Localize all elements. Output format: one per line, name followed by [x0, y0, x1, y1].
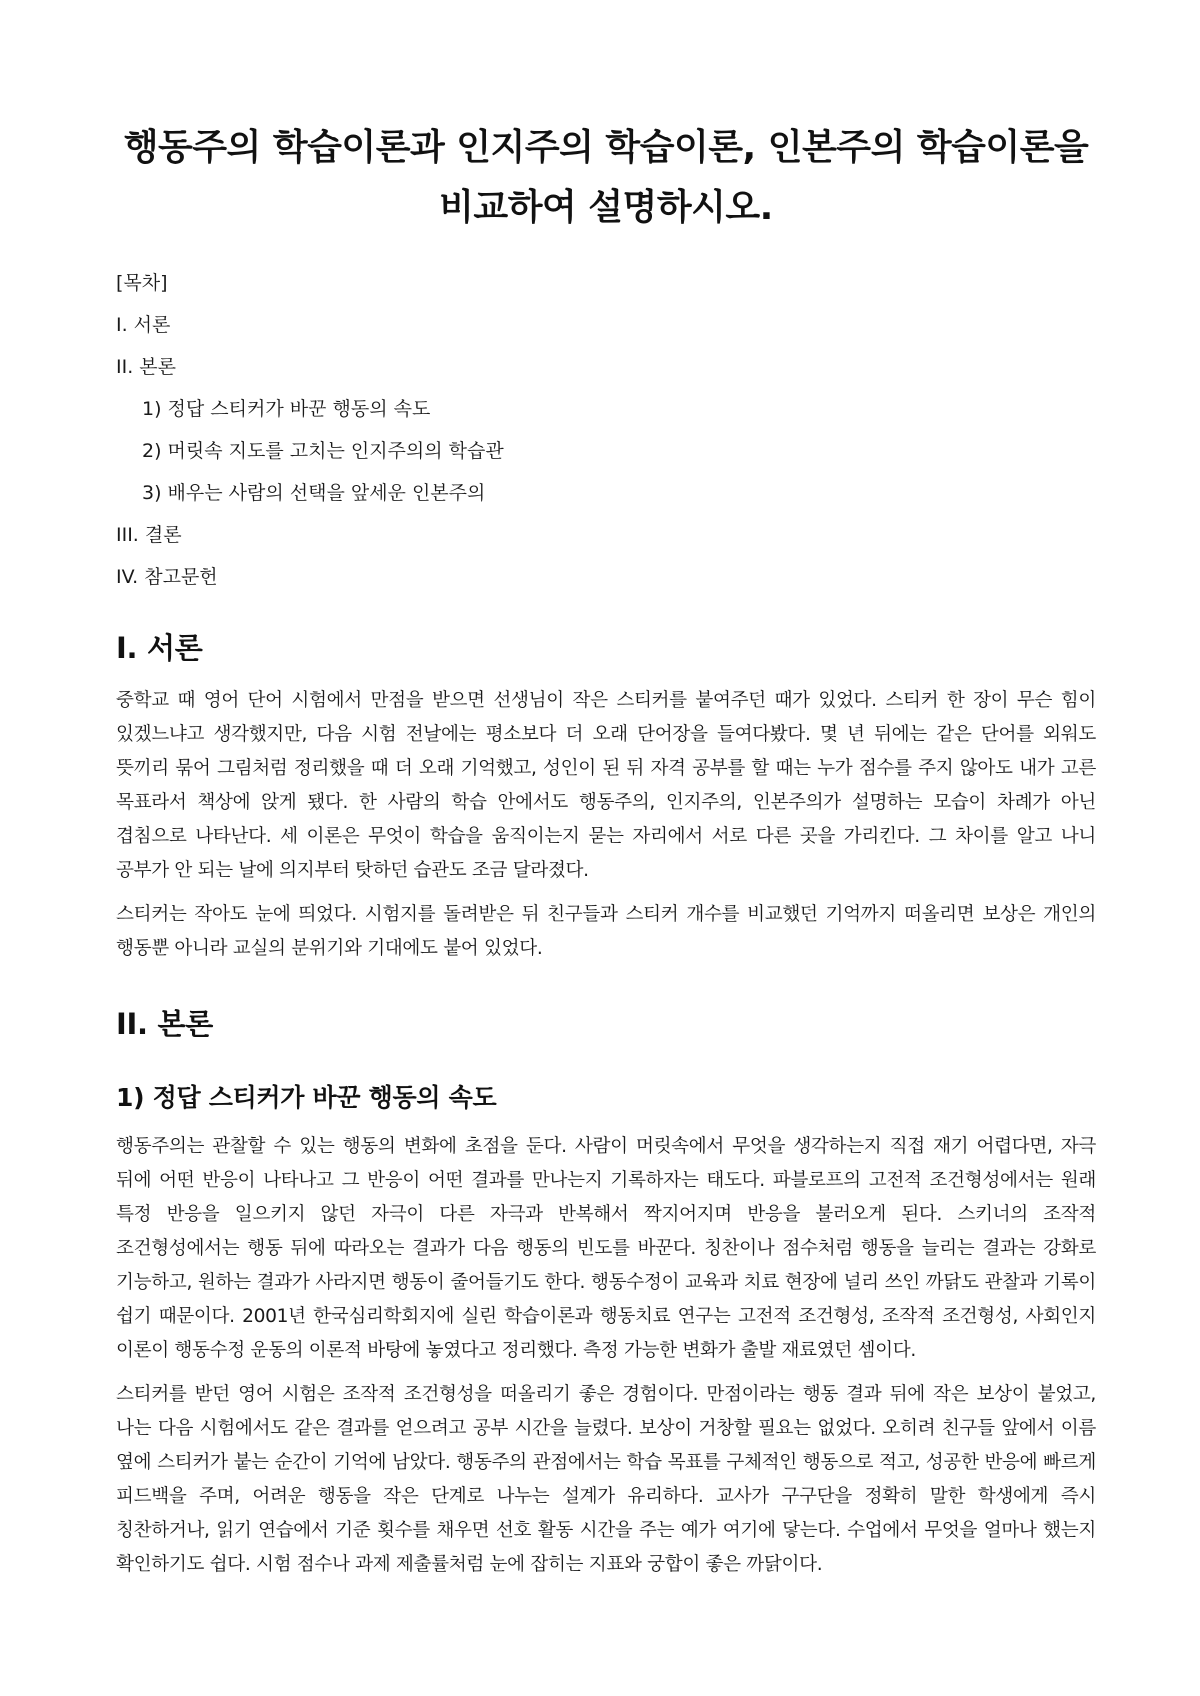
body-paragraph: 행동주의는 관찰할 수 있는 행동의 변화에 초점을 둔다. 사람이 머릿속에서 무엇을 생각하는지 직접 재기 어렵다면, 자극 뒤에 어떤 반응이 나타나고 그 반응이 어떤 결과를 만나는지 기록하자는 태도다. 파블로프의 고전적 조건형성에서는 원래 특정 반응을 일으키지 않던 자극이 다른 자극과 반복해서 짝지어지며 반응을 불러오게 된다. 스키너의 조작적 조건형성에서는 행동 뒤에 따라오는 결과가 다음 행동의 빈도를 바꾼다. 칭찬이나 점수처럼 행동을 늘리는 결과는 강화로 기능하고, 원하는 결과가 사라지면 행동이 줄어들기도 한다. 행동수정이 교육과 치료 현장에 널리 쓰인 까닭도 관찰과 기록이 쉽기 때문이다. 2001년 한국심리학회지에 실린 학습이론과 행동치료 연구는 고전적 조건형성, 조작적 조건형성, 사회인지 이론이 행동수정 운동의 이론적 바탕에 놓였다고 정리했다. 측정 가능한 변화가 출발 재료였던 셈이다.: [116, 1136, 1096, 1361]
intro-heading: I. 서론: [116, 631, 203, 665]
toc-subitem: 2) 머릿속 지도를 고치는 인지주의의 학습관: [142, 440, 504, 462]
body-section: [116, 1004, 1096, 1582]
toc-item: II. 본론: [116, 356, 176, 378]
body-heading: II. 본론: [116, 1007, 213, 1041]
toc-item: III. 결론: [116, 524, 182, 546]
intro-paragraph: 스티커는 작아도 눈에 띄었다. 시험지를 돌려받은 뒤 친구들과 스티커 개수를 비교했던 기억까지 떠올리면 보상은 개인의 행동뿐 아니라 교실의 분위기와 기대에도 붙어 있었다.: [116, 904, 1096, 959]
intro-section: [116, 628, 1096, 966]
body-paragraph: 스티커를 받던 영어 시험은 조작적 조건형성을 떠올리기 좋은 경험이다. 만점이라는 행동 결과 뒤에 작은 보상이 붙었고, 나는 다음 시험에서도 같은 결과를 얻으려고 공부 시간을 늘렸다. 보상이 거창할 필요는 없었다. 오히려 친구들 앞에서 이름 옆에 스티커가 붙는 순간이 기억에 남았다. 행동주의 관점에서는 학습 목표를 구체적인 행동으로 적고, 성공한 반응에 빠르게 피드백을 주며, 어려운 행동을 작은 단계로 나누는 설계가 유리하다. 교사가 구구단을 정확히 말한 학생에게 즉시 칭찬하거나, 읽기 연습에서 기준 횟수를 채우면 선호 활동 시간을 주는 예가 여기에 닿는다. 수업에서 무엇을 얼마나 했는지 확인하기도 쉽다. 시험 점수나 과제 제출률처럼 눈에 잡히는 지표와 궁합이 좋은 까닭이다.: [116, 1384, 1096, 1575]
document-title-line-2: 비교하여 설명하시오.: [439, 187, 773, 228]
toc-item: I. 서론: [116, 314, 171, 336]
document-title-line-1: 행동주의 학습이론과 인지주의 학습이론, 인본주의 학습이론을: [123, 127, 1089, 168]
toc-subitem: 3) 배우는 사람의 선택을 앞세운 인본주의: [142, 482, 486, 504]
document-title: [116, 118, 1096, 238]
toc-header: [목차]: [116, 272, 168, 294]
intro-paragraph: 중학교 때 영어 단어 시험에서 만점을 받으면 선생님이 작은 스티커를 붙여주던 때가 있었다. 스티커 한 장이 무슨 힘이 있겠느냐고 생각했지만, 다음 시험 전날에는 평소보다 더 오래 단어장을 들여다봤다. 몇 년 뒤에는 같은 단어를 외워도 뜻끼리 묶어 그림처럼 정리했을 때 더 오래 기억했고, 성인이 된 뒤 자격 공부를 할 때는 누가 점수를 주지 않아도 내가 고른 목표라서 책상에 앉게 됐다. 한 사람의 학습 안에서도 행동주의, 인지주의, 인본주의가 설명하는 모습이 차례가 아닌 겹침으로 나타난다. 세 이론은 무엇이 학습을 움직이는지 묻는 자리에서 서로 다른 곳을 가리킨다. 그 차이를 알고 나니 공부가 안 되는 날에 의지부터 탓하던 습관도 조금 달라졌다.: [116, 690, 1096, 881]
subsection-heading: 1) 정답 스티커가 바꾼 행동의 속도: [116, 1083, 497, 1112]
table-of-contents: [116, 270, 1096, 590]
toc-subitem: 1) 정답 스티커가 바꾼 행동의 속도: [142, 398, 431, 420]
toc-item: IV. 참고문헌: [116, 566, 218, 588]
